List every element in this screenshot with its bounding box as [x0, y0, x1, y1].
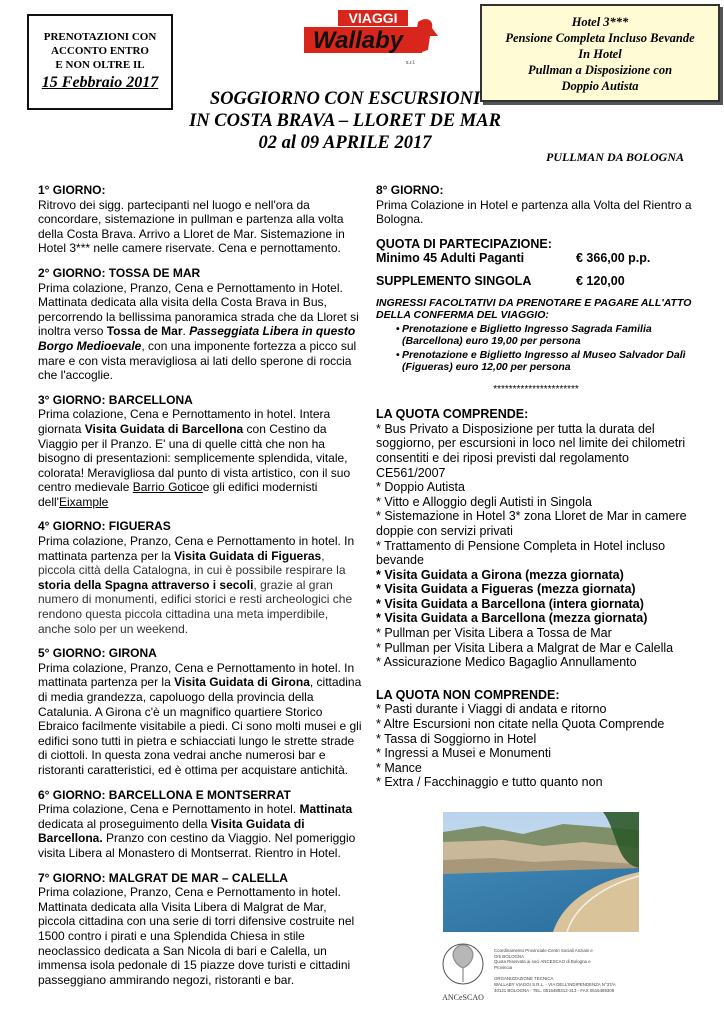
- stars-divider: **********************: [493, 383, 579, 395]
- booking-deadline-box: [27, 14, 173, 110]
- text-part: Prima colazione, Pranzo, Cena e Pernottamento in Hotel. Mattinata dedicata alla visita della Costa Brava in Bus, percorrendo la bellissima panoramica strada che da Lloret si inoltra verso: [38, 280, 359, 339]
- not-included-heading: LA QUOTA NON COMPRENDE:: [376, 687, 560, 702]
- not-included-list: [376, 702, 696, 790]
- wallaby-logo: [298, 6, 446, 70]
- logo-small-text: s.r.l.: [406, 60, 416, 66]
- day-heading: 6° GIORNO: BARCELLONA E MONTSERRAT: [38, 787, 291, 802]
- optional-entries-list: [376, 323, 696, 373]
- organizer-info: [494, 948, 714, 993]
- text-part: , piccola città della Catalogna, in cui è possibile respirare la: [38, 548, 346, 578]
- footer-line: 40121 BOLOGNA - TEL. 0516489312-313 - FAX 0516489309: [494, 987, 615, 993]
- list-item: * Ingressi a Musei e Monumenti: [376, 746, 552, 761]
- day-heading: 2° GIORNO: TOSSA DE MAR: [38, 265, 201, 280]
- day-4: [38, 519, 364, 636]
- text-part: Pranzo con cestino da Viaggio. Nel pomeriggio visita Libera al Monastero di Montserrat. Rientro in Hotel.: [38, 831, 356, 860]
- footer-line: Coordinamento Provinciale Centri Sociali Anziani e: [494, 948, 593, 953]
- itinerary-right-column: [376, 183, 696, 790]
- list-item: * Mance: [376, 760, 422, 775]
- day-6: [38, 788, 364, 861]
- barrio-gotico-link: Barrio Gotico: [132, 480, 203, 495]
- list-item: * Sistemazione in Hotel 3* zona Lloret de Mar in camere doppie con servizi privati: [376, 509, 687, 538]
- text-part: con Cestino da Viaggio per il Pranzo. E' una di quelle città che non ha bisogno di presentazioni: semplicemente splendida, vitale, colorata! Meravigliosa dal punto di vista artistico, con il suo centro medievale: [38, 421, 351, 495]
- not-included-section: [376, 688, 696, 790]
- included-section: [376, 407, 696, 670]
- logo-top-text: VIAGGI: [348, 10, 398, 26]
- optional-entries-section: [376, 297, 696, 398]
- footer-line: ORGANIZZAZIONE TECNICA: [494, 976, 554, 982]
- day-8: [376, 183, 696, 227]
- day-text: [38, 281, 364, 383]
- day-text: Prima Colazione in Hotel e partenza alla Volta del Rientro a Bologna.: [376, 197, 692, 227]
- list-item: * Altre Escursioni non citate nella Quota Comprende: [376, 717, 665, 732]
- logo-main-text: Wallaby: [312, 27, 404, 54]
- list-item: * Bus Privato a Disposizione per tutta la durata del soggiorno, per escursioni in loco nel limite dei chilometri consentiti e dei riposi previsti dal regolamento CE561/2007: [376, 421, 686, 480]
- day-text: [38, 661, 364, 778]
- day-text: Prima colazione, Pranzo, Cena e Pernottamento in hotel. Mattinata dedicata alla Visita Libera di Malgrat de Mar, piccola cittadina con una serie di torri difensive costruite nel 1500 contro i pirati e una Splendida Chiesa in stile neoclassico dedicata a San Nicola di bari e Calella, un immensa isola pedonale di 15 piazze dove turisti e cittadini passeggiano ammirando negozi, ristoranti e bar.: [38, 885, 355, 987]
- text-part: Prima colazione, Pranzo, Cena e Pernottamento in hotel. In mattinata partenza per la: [38, 660, 355, 690]
- list-item: * Tassa di Soggiorno in Hotel: [376, 731, 537, 746]
- itinerary-left-column: [38, 183, 364, 997]
- text-part: , grazie al gran numero di monumenti, edifici storici e resti archeologici che rendono questa piccola cittadina una meta imperdibile, anche solo per un weekend.: [38, 577, 353, 636]
- hotel-line-1: Hotel 3***: [571, 15, 629, 29]
- day-heading: 8° GIORNO:: [376, 183, 444, 197]
- price-section: [376, 237, 696, 289]
- bold-part: Tossa de Mar: [106, 324, 183, 339]
- bold-part: Mattinata: [299, 802, 353, 817]
- list-item: * Trattamento di Pensione Completa in Hotel incluso bevande: [376, 538, 666, 568]
- hotel-line-4: Pullman a Disposizione con: [527, 63, 673, 77]
- coast-photo: [443, 812, 639, 932]
- bold-part: Visita Guidata di Figueras: [174, 548, 322, 563]
- bold-part: Visita Guidata di Barcellona: [84, 421, 244, 436]
- list-item: * Pullman per Visita Libera a Tossa de Mar: [376, 626, 612, 641]
- day-heading: 5° GIORNO: GIRONA: [38, 646, 157, 661]
- hotel-line-5: Doppio Autista: [561, 79, 639, 93]
- day-text: [38, 802, 364, 860]
- price-value: € 366,00 p.p.: [576, 251, 651, 266]
- list-item: • Prenotazione e Biglietto Ingresso Sagrada Familia (Barcellona) euro 19,00 per persona: [376, 323, 696, 347]
- day-2: [38, 266, 364, 383]
- list-item: * Extra / Facchinaggio e tutto quanto non: [376, 775, 603, 790]
- text-part: e gli edifici modernisti dell': [38, 480, 318, 509]
- booking-line-1: PRENOTAZIONI CON: [43, 31, 157, 43]
- footer-line: Quota Riservata ai soci ANCESCAO di Bologna e: [494, 959, 591, 965]
- included-heading: LA QUOTA COMPRENDE:: [376, 407, 529, 422]
- price-label: Minimo 45 Adulti Paganti: [376, 251, 525, 266]
- list-item: * Visita Guidata a Girona (mezza giornata): [376, 567, 624, 582]
- supplement-label: SUPPLEMENTO SINGOLA: [376, 273, 532, 288]
- list-item: * Doppio Autista: [376, 480, 465, 495]
- included-list: [376, 422, 696, 670]
- list-item: * Pullman per Visita Libera a Malgrat de Mar e Calella: [376, 640, 674, 655]
- list-item: * Visita Guidata a Barcellona (mezza giornata): [376, 611, 648, 626]
- day-text: [38, 407, 364, 509]
- text-part: Prima colazione, Pranzo, Cena e Pernottamento in hotel. In mattinata partenza per la: [38, 534, 355, 563]
- list-item: • Prenotazione e Biglietto Ingresso al Museo Salvador Dalì (Figueras) euro 12,00 per persona: [376, 349, 696, 373]
- bold-part: Visita Guidata di Girona: [174, 675, 310, 690]
- bold-italic-part: Passeggiata Libera in questo Borgo Medioevale: [38, 324, 356, 353]
- text-part: Prima colazione, Cena e Pernottamento in hotel.: [38, 802, 300, 817]
- day-heading: 1° GIORNO:: [38, 183, 106, 197]
- list-item: * Visita Guidata a Figueras (mezza giornata): [376, 582, 636, 597]
- trip-title: [170, 88, 520, 154]
- day-text: Ritrovo dei sigg. partecipanti nel luogo e nell'ora da concordare, sistemazione in pullman e partenza alla volta della Costa Brava. Arrivo a Lloret de Mar. Sistemazione in Hotel 3*** nelle camere riservate. Cena e pernottamento.: [38, 197, 345, 256]
- ancescao-logo: [436, 938, 490, 1008]
- price-row: [376, 251, 696, 266]
- footer-line: Orti BOLOGNA: [494, 953, 525, 959]
- logo-text: ANCeSCAO: [442, 993, 484, 1002]
- optional-entries-heading: INGRESSI FACOLTATIVI DA PRENOTARE E PAGARE ALL'ATTO DELLA CONFERMA DEL VIAGGIO:: [376, 296, 692, 321]
- price-heading: QUOTA DI PARTECIPAZIONE:: [376, 236, 552, 251]
- list-item: * Assicurazione Medico Bagaglio Annullamento: [376, 655, 637, 670]
- list-item: * Vitto e Alloggio degli Autisti in Singola: [376, 494, 592, 509]
- day-heading: 7° GIORNO: MALGRAT DE MAR – CALELLA: [38, 870, 288, 885]
- day-text: [38, 534, 364, 636]
- booking-line-3: E NON OLTRE IL: [55, 59, 145, 71]
- bold-part: storia della Spagna attraverso i secoli: [38, 577, 254, 592]
- hotel-line-2: Pensione Completa Incluso Bevande: [505, 31, 695, 45]
- list-item: * Visita Guidata a Barcellona (intera giornata): [376, 596, 644, 611]
- day-3: [38, 393, 364, 510]
- title-line-3: 02 al 09 APRILE 2017: [258, 133, 432, 153]
- bus-departure-label: PULLMAN DA BOLOGNA: [545, 150, 684, 164]
- day-heading: 4° GIORNO: FIGUERAS: [38, 519, 171, 534]
- single-supplement-row: [376, 274, 696, 289]
- day-5: [38, 646, 364, 777]
- text-part: , con una imponente fortezza a picco sul mare e con vista meravigliosa ai lati dello sperone di roccia che l'accoglie.: [38, 338, 357, 383]
- tree-icon: [453, 945, 473, 982]
- text-part: , cittadina di media grandezza, capoluogo della provincia della Catalunia. A Girona c'è un magnifico quartiere Storico Ebraico facilmente visitabile a piedi. Ci sono molti musei e gli edifici sono tutti in pietra e schiacciati lungo le strette strade di ciottoli. In questa zona vedrai anche numerosi bar e ristoranti caratteristici, ed è ottima per acquistare antichità.: [38, 675, 362, 777]
- supplement-value: € 120,00: [576, 273, 625, 288]
- text-part: .: [182, 324, 190, 339]
- day-heading: 3° GIORNO: BARCELLONA: [38, 392, 193, 407]
- day-1: [38, 183, 364, 256]
- hotel-line-3: In Hotel: [578, 47, 622, 61]
- title-line-2: IN COSTA BRAVA – LLORET DE MAR: [189, 111, 501, 131]
- text-part: dedicata al proseguimento della: [38, 816, 211, 831]
- text-part: Prima colazione, Cena e Pernottamento in hotel. Intera giornata: [38, 407, 331, 436]
- footer-line: Provincia: [494, 964, 513, 970]
- title-line-1: SOGGIORNO CON ESCURSIONI: [209, 89, 481, 109]
- eixample-link: Eixample: [58, 494, 109, 509]
- footer-line: WALLABY VIAGGI S.R.L. - VIA DELL'INDIPENDENZA N°37/A: [494, 981, 616, 987]
- bold-part: Visita Guidata di Barcellona.: [38, 816, 305, 846]
- booking-deadline-date: 15 Febbraio 2017: [41, 74, 159, 91]
- day-7: [38, 871, 364, 988]
- booking-line-2: ACCONTO ENTRO: [51, 45, 149, 57]
- list-item: * Pasti durante i Viaggi di andata e ritorno: [376, 702, 607, 717]
